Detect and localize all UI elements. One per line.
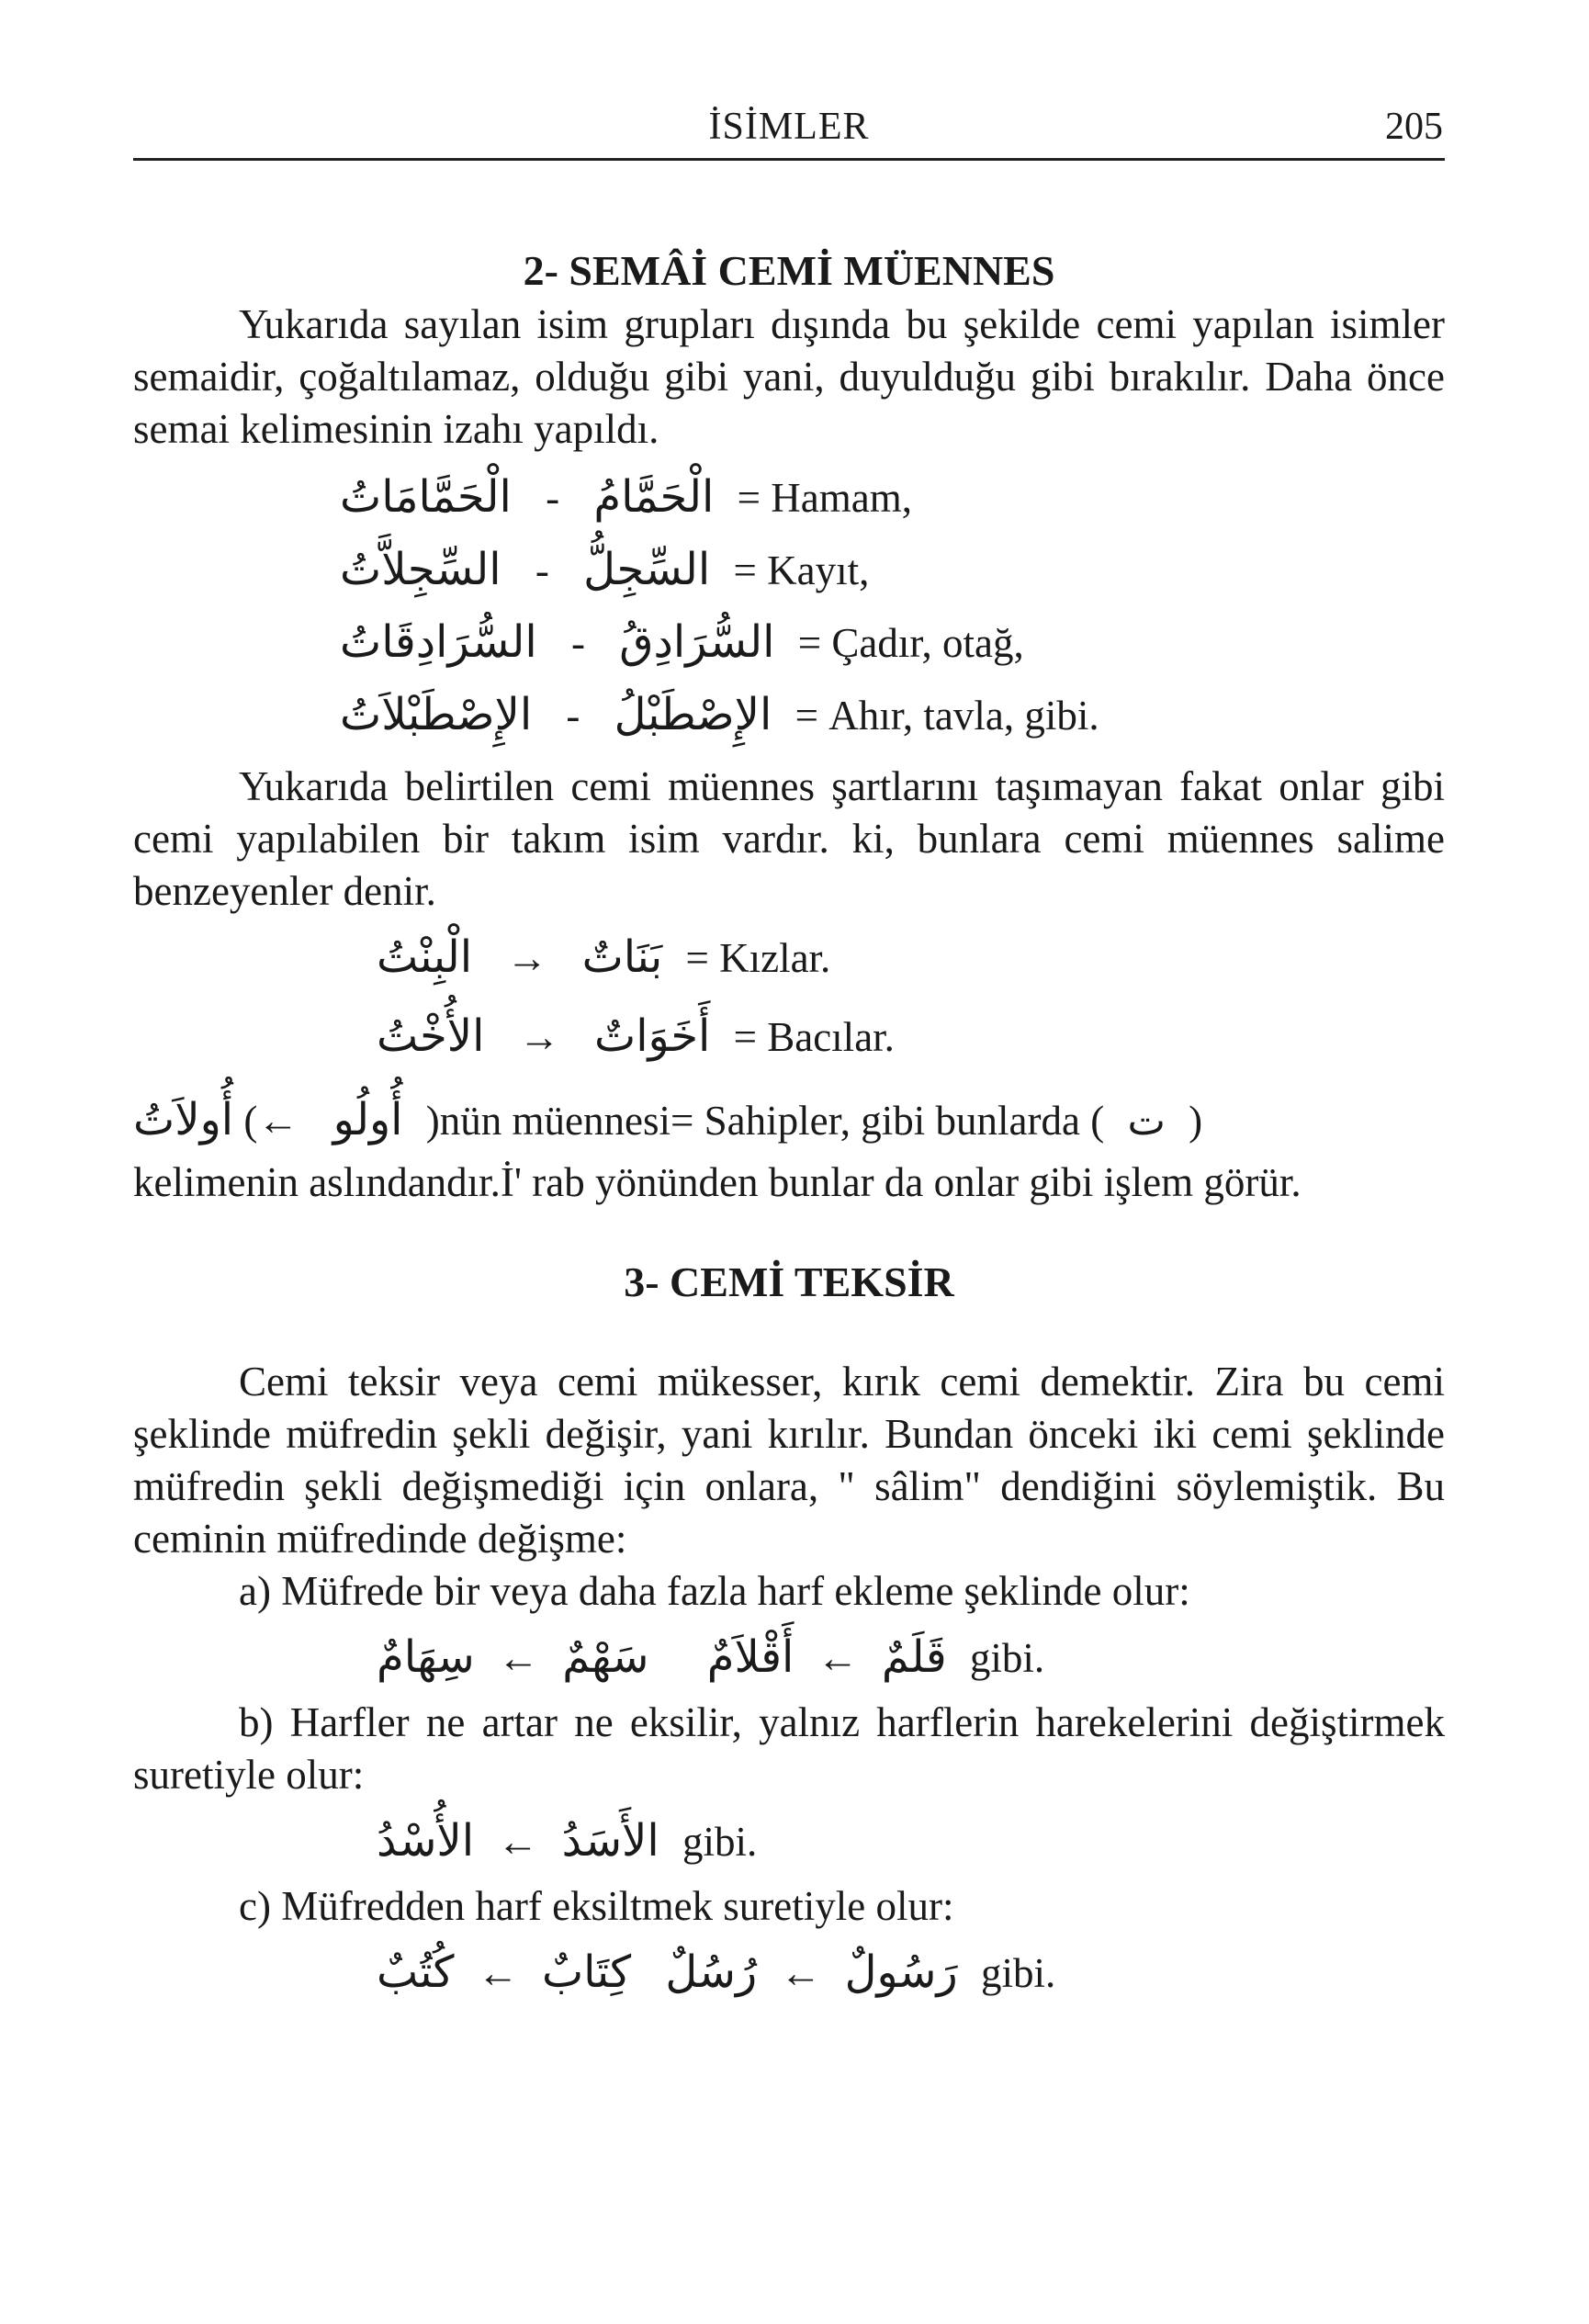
sahip-line xyxy=(133,1083,1445,1156)
example-row xyxy=(133,534,1445,606)
arabic-plural: السِّجِلاَّتُ xyxy=(340,544,501,595)
example-row xyxy=(133,461,1445,534)
paren-open: (← xyxy=(243,1098,299,1144)
item-a-text: a) Müfrede bir veya daha fazla harf ekleme şeklinde olur: xyxy=(239,1568,1190,1614)
arrow: ← xyxy=(477,1950,519,1996)
arabic-word: قَلَمٌ xyxy=(881,1631,947,1683)
item-b-example xyxy=(133,1801,1445,1880)
section-2-intro: Yukarıda sayılan isim grupları dışında bu şekilde cemi yapılan isimler semaidir, çoğaltılamaz, olduğu gibi yani, duyulduğu gibi bırakılır. Daha önce semai kelimesinin izahı yapıldı. xyxy=(133,301,1445,452)
arabic-plural: الْحَمَّامَاتُ xyxy=(340,471,512,523)
arabic-word: الأُسْدُ xyxy=(377,1815,475,1867)
arabic-word: أَقْلاَمٌ xyxy=(706,1631,794,1683)
sahip-continuation: kelimenin aslındandır.İ' rab yönünden bunlar da onlar gibi işlem görür. xyxy=(133,1159,1302,1205)
arabic-plural: السُّرَادِقَاتُ xyxy=(340,616,537,668)
page-content xyxy=(133,243,1445,2012)
arrow: → xyxy=(518,1014,560,1060)
meaning: = Hamam, xyxy=(737,475,912,521)
arabic-word: كِتَابٌ xyxy=(541,1946,632,1998)
arabic-word: رُسُلٌ xyxy=(665,1946,758,1998)
dash: - xyxy=(566,693,580,739)
arabic-plural: أَخَوَاتٌ xyxy=(594,1010,711,1062)
section-3-intro: Cemi teksir veya cemi mükesser, kırık cemi demektir. Zira bu cemi şeklinde müfredin şekli değişir, yani kırılır. Bundan önceki iki cemi şeklinde müfredin şekli değişmediği için onlara, " sâlim" dendiğini söylemiştik. Bu ceminin müfredinde değişme: xyxy=(133,1359,1445,1562)
arabic-word: سِهَامٌ xyxy=(377,1631,475,1683)
example-row xyxy=(133,918,1445,997)
section-2-note: Yukarıda belirtilen cemi müennes şartlarını taşımayan fakat onlar gibi cemi yapılabilen bir takım isim vardır. ki, bunlara cemi müennes salime benzeyenler denir. xyxy=(133,763,1445,914)
section-2-heading: 2- SEMÂİ CEMİ MÜENNES xyxy=(523,247,1055,294)
arabic-singular: الأُخْتُ xyxy=(377,1010,485,1062)
arabic-singular: الْبِنْتُ xyxy=(377,931,473,983)
arabic-plural: الإِصْطَبْلاَتُ xyxy=(340,689,533,740)
arabic-word: سَهْمٌ xyxy=(562,1631,649,1683)
gibi: gibi. xyxy=(969,1635,1045,1681)
running-title: İSİMLER xyxy=(708,106,870,148)
gibi: gibi. xyxy=(682,1819,758,1865)
example-row xyxy=(133,679,1445,751)
arabic-word: كُتُبٌ xyxy=(377,1946,455,1998)
item-a-example xyxy=(133,1618,1445,1697)
item-c-text: c) Müfredden harf eksiltmek suretiyle olur: xyxy=(239,1883,954,1929)
arabic-word: أُولاَتُ xyxy=(133,1094,234,1145)
arabic-word: الأَسَدُ xyxy=(561,1815,659,1867)
meaning: = Bacılar. xyxy=(733,1014,895,1060)
semai-examples xyxy=(133,461,1445,751)
arabic-singular: السِّجِلُّ xyxy=(583,544,711,595)
arabic-word: رَسُولٌ xyxy=(844,1946,958,1998)
arabic-word: أُولُو xyxy=(332,1094,403,1145)
dash: - xyxy=(546,475,560,521)
arabic-singular: الإِصْطَبْلُ xyxy=(614,689,772,740)
arabic-singular: السُّرَادِقُ xyxy=(619,616,775,668)
arrow: ← xyxy=(497,1635,539,1681)
item-b-text: b) Harfler ne artar ne eksilir, yalnız harflerin harekelerini değiştirmek suretiyle olur: xyxy=(133,1699,1445,1798)
example-row xyxy=(133,606,1445,679)
item-c-example xyxy=(133,1933,1445,2012)
arabic-letter: ت xyxy=(1127,1098,1166,1145)
dash: - xyxy=(570,620,585,666)
arabic-singular: الْحَمَّامُ xyxy=(593,471,715,523)
meaning: = Kızlar. xyxy=(685,935,831,981)
page-header xyxy=(133,99,1445,161)
arrow: ← xyxy=(497,1819,539,1865)
example-row xyxy=(133,997,1445,1076)
benzeyen-examples xyxy=(133,918,1445,1076)
section-3-heading: 3- CEMİ TEKSİR xyxy=(624,1258,954,1305)
meaning: = Kayıt, xyxy=(733,547,870,593)
dash: - xyxy=(535,547,549,593)
page-number: 205 xyxy=(1385,106,1443,148)
meaning: = Çadır, otağ, xyxy=(797,620,1024,666)
arabic-plural: بَنَاتٌ xyxy=(581,931,663,983)
gibi: gibi. xyxy=(980,1950,1056,1996)
sahip-text: )nün müennesi= Sahipler, gibi bunlarda ( xyxy=(425,1098,1105,1144)
meaning: = Ahır, tavla, gibi. xyxy=(794,693,1099,739)
arrow: ← xyxy=(780,1950,822,1996)
arrow: → xyxy=(506,935,548,981)
paren-close: ) xyxy=(1189,1098,1203,1144)
arrow: ← xyxy=(817,1635,859,1681)
